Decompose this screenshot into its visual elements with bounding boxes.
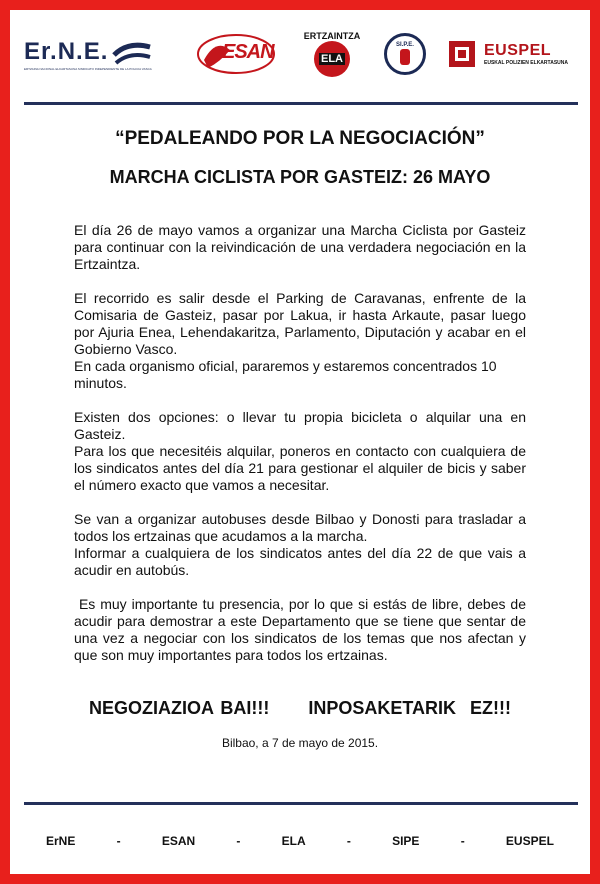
footer-item: ELA (281, 834, 306, 848)
euspel-logo (448, 28, 578, 80)
paragraph (74, 222, 526, 273)
footer-divider (24, 802, 578, 805)
euspel-logo-name: EUSPEL (484, 42, 552, 59)
slogan-right: INPOSAKETARIK EZ!!! (308, 698, 511, 718)
footer-separator: - (460, 834, 465, 848)
footer-separator: - (236, 834, 241, 848)
paragraph (74, 511, 526, 579)
slogan (10, 698, 590, 719)
document-sheet (10, 10, 590, 874)
page-subtitle: MARCHA CICLISTA POR GASTEIZ: 26 MAYO (109, 167, 491, 187)
header-divider (24, 102, 578, 105)
esan-logo (196, 28, 278, 80)
sipe-logo-name: SI.P.E. (396, 42, 414, 48)
euspel-square-icon (448, 40, 476, 68)
erne-swoosh-icon (112, 37, 152, 67)
euspel-logo-tagline: EUSKAL POLIZIEN ELKARTASUNA (484, 60, 568, 66)
sipe-fist-icon (397, 48, 413, 66)
esan-logo-name: ESAN (222, 41, 274, 63)
sipe-badge-icon (384, 33, 426, 75)
ela-logo-name: ERTZAINTZA (303, 31, 361, 41)
footer-item: EUSPEL (505, 834, 554, 848)
footer-separator: - (116, 834, 121, 848)
paragraph (74, 290, 526, 392)
erne-logo (24, 28, 184, 80)
paragraph-line: El día 26 de mayo vamos a organizar una Marcha Ciclista por Gasteiz para continuar con la reivindicación de una verdadera negociación en la Ertzaintza. (74, 222, 526, 272)
paragraph-line: Existen dos opciones: o llevar tu propia bicicleta o alquilar una en Gasteiz. (74, 409, 526, 442)
paragraph-line: Se van a organizar autobuses desde Bilbao y Donosti para trasladar a todos los ertzainas que acudamos a la marcha. (74, 511, 526, 544)
erne-logo-name: Er.N.E. (24, 38, 109, 65)
document-date: Bilbao, a 7 de mayo de 2015. (221, 736, 379, 750)
erne-logo-tagline: ERTZAINA NACIONAL ELKARTASUNA SINDICATO INDEPENDIENTE DE LA POLICIA VASCA (24, 67, 152, 71)
sipe-logo (382, 28, 428, 80)
footer-unions (46, 834, 554, 848)
paragraph (74, 596, 530, 664)
paragraph (74, 409, 526, 494)
paragraph-line: Para los que necesitéis alquilar, poneros en contacto con cualquiera de los sindicatos antes del día 21 para gestionar el alquiler de bicis y saber el número exacto que vamos a necesitar. (74, 443, 526, 493)
ela-badge-icon (314, 41, 350, 77)
footer-separator: - (346, 834, 351, 848)
ela-logo (302, 28, 362, 80)
footer-item: ESAN (161, 834, 196, 848)
paragraph-line: Es muy importante tu presencia, por lo que si estás de libre, debes de acudir para demostrar a este Departamento que se tiene que sentar de una vez a negociar con los sindicatos de los temas que nos afectan y que son muy importantes para todos los ertzainas. (74, 596, 530, 663)
paragraph-line: Informar a cualquiera de los sindicatos antes del día 22 de que vais a acudir en autobús. (74, 545, 526, 578)
page-title: “PEDALEANDO POR LA NEGOCIACIÓN” (115, 128, 485, 149)
logo-bar (10, 10, 590, 98)
body-text (74, 222, 530, 681)
footer-item: ErNE (46, 834, 76, 848)
paragraph-line: El recorrido es salir desde el Parking de Caravanas, enfrente de la Comisaria de Gasteiz, pasar por Lakua, ir hasta Arkaute, pasar luego por Ajuria Enea, Lehendakaritza, Parlamento, Diputación y acabar en el Gobierno Vasco. (74, 290, 526, 357)
footer-item: SIPE (392, 834, 420, 848)
paragraph-line: En cada organismo oficial, pararemos y estaremos concentrados 10 minutos. (74, 358, 497, 391)
slogan-left: NEGOZIAZIOA BAI!!! (89, 698, 270, 718)
ela-logo-mark: ELA (321, 53, 343, 65)
